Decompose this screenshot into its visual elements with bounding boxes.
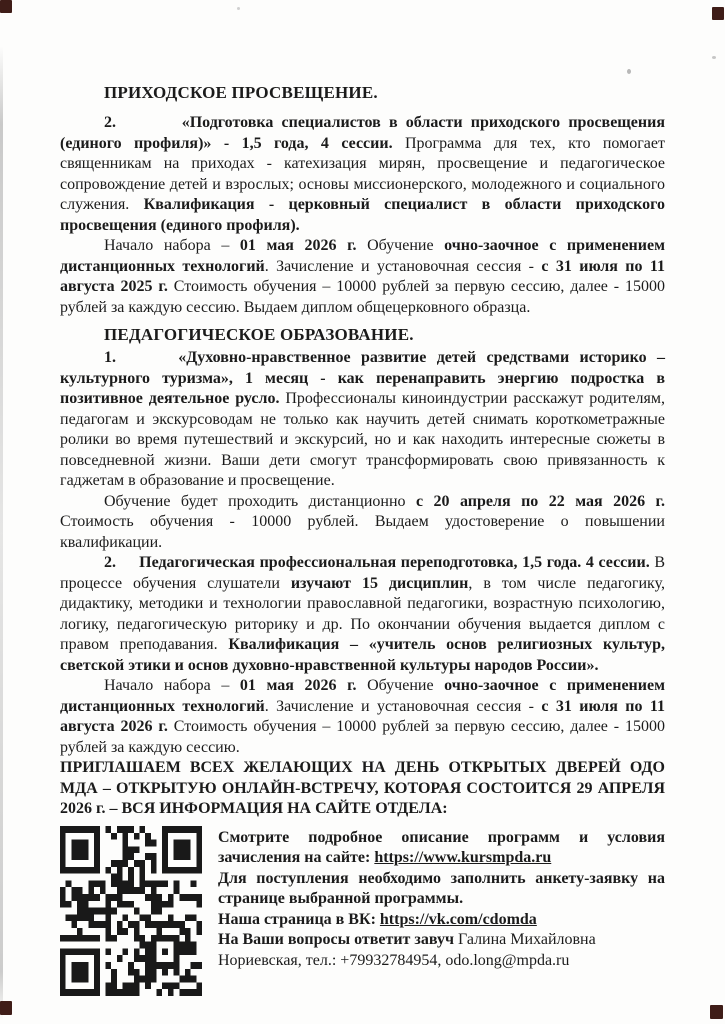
application-note	[218, 869, 665, 910]
text-run: 01 мая 2026 г.	[239, 677, 368, 694]
text-run: 1. «Духовно-нравственное развитие детей средствами историко – культурного туризма», 1 месяц - как перенаправить энергию подростка в позитивное деятельное русло.	[60, 349, 665, 407]
corner-mark-top-right	[712, 7, 724, 20]
paragraph-tourism-details	[60, 492, 665, 554]
qr-code	[60, 826, 202, 996]
paragraph-retraining-program	[60, 553, 665, 676]
text-run: Квалификация - церковный специалист в области приходского просвещения (единого профиля).	[60, 196, 665, 234]
text-run: , в том числе педагогику, дидактику, методики и технологии православной педагогики, возрастную психологию, логику, педагогическую риторику и др. По окончании обучения выдается диплом с правом преподавания.	[60, 574, 665, 653]
paragraph-parish-enrollment	[60, 236, 665, 318]
corner-mark-bottom-left	[0, 1001, 12, 1015]
site-description-note	[218, 828, 665, 869]
text-run: На Ваши вопросы ответит завуч	[218, 931, 458, 948]
corner-mark-top-left	[0, 0, 12, 13]
scan-speck	[712, 56, 716, 59]
text-run: изучают 15 дисциплин	[290, 574, 469, 592]
text-run: Обучение будет проходить дистанционно	[104, 492, 416, 510]
paragraph-tourism-course	[60, 348, 665, 492]
text-run: Начало набора –	[104, 677, 240, 694]
scan-speck	[627, 69, 631, 74]
text-run: с 31 июля по 11 августа 2025 г.	[60, 257, 665, 295]
contact-person-note	[218, 930, 665, 971]
text-run: 2. «Подготовка специалистов в области приходского просвещения (единого профиля)» - 1,5 года, 4 сессии.	[60, 114, 665, 152]
text-run: очно-заочное с применением дистанционных технологий	[60, 677, 665, 715]
text-run: Квалификация – «учитель основ религиозных культур, светской этики и основ духовно-нравственной культуры народов России».	[60, 636, 665, 674]
text-run: Для поступления необходимо заполнить анкету-заявку на странице выбранной программы.	[218, 869, 665, 907]
paragraph-parish-program	[60, 113, 665, 236]
text-run: Смотрите подробное описание программ и условия зачисления на сайте:	[218, 828, 665, 866]
text-run: Стоимость обучения – 10000 рублей за первую сессию, далее - 15000 рублей за каждую сессию. Выдаем диплом общецерковного образца.	[60, 278, 666, 316]
text-run: Стоимость обучения – 10000 рублей за первую сессию, далее - 15000 рублей за каждую сессию.	[60, 718, 666, 756]
text-run: Профессионалы киноиндустрии расскажут родителям, педагогам и экскурсоводам не только как научить детей снимать короткометражные ролики во время путешествий и экскурсий, но и как находить интересные сюжеты в повседневной жизни. Ваши дети смогут трансформировать свою привязанность к гаджетам в образование и просвещение.	[60, 390, 665, 489]
vk-link[interactable]: https://vk.com/cdomda	[379, 910, 537, 928]
text-run: Обучение	[367, 237, 445, 254]
open-day-invitation	[60, 758, 665, 820]
text-run: Начало набора –	[104, 237, 240, 254]
text-run: Обучение	[367, 677, 445, 694]
text-run: Программа для тех, кто помогает священникам на приходах - катехизация мирян, просвещение и педагогическое сопровождение детей и взрослых; основы миссионерского, молодежного и социального служения.	[60, 134, 665, 213]
text-run: с 20 апреля по 22 мая 2026 г.	[416, 492, 665, 510]
contact-text-column	[218, 826, 665, 996]
text-run: ПРИГЛАШАЕМ ВСЕХ ЖЕЛАЮЩИХ НА ДЕНЬ ОТКРЫТЫХ ДВЕРЕЙ ОДО МДА – ОТКРЫТУЮ ОНЛАЙН-ВСТРЕЧУ, КОТОРАЯ СОСТОИТСЯ 29 АПРЕЛЯ 2026 г. – ВСЯ ИНФОРМАЦИЯ НА САЙТЕ ОТДЕЛА:	[60, 759, 665, 817]
corner-mark-bottom-right	[710, 1005, 723, 1019]
scan-speck	[237, 7, 240, 10]
text-run: 01 мая 2026 г.	[239, 237, 368, 254]
text-run: Наша страница в ВК:	[218, 910, 380, 928]
section-heading-parish-education: ПРИХОДСКОЕ ПРОСВЕЩЕНИЕ.	[104, 83, 378, 102]
text-run: . Зачисление и установочная сессия -	[264, 697, 542, 715]
text-run: В процессе обучения слушатели	[60, 554, 665, 592]
contact-section	[60, 826, 665, 996]
text-run: очно-заочное с применением дистанционных технологий	[60, 237, 665, 275]
text-run: . Зачисление и установочная сессия -	[264, 257, 542, 275]
section-heading-pedagogy: ПЕДАГОГИЧЕСКОЕ ОБРАЗОВАНИЕ.	[104, 325, 414, 344]
text-run: Стоимость обучения - 10000 рублей. Выдаем удостоверение о повышении квалификации.	[60, 513, 665, 551]
text-run: 2. Педагогическая профессиональная переподготовка, 1,5 года. 4 сессии.	[104, 554, 655, 571]
text-run: с 31 июля по 11 августа 2026 г.	[60, 697, 665, 735]
text-run: Галина Михайловна Нориевская, тел.: +79932784954, odo.long@mpda.ru	[218, 931, 596, 969]
scan-edge-shadow	[0, 46, 3, 1021]
site-link[interactable]: https://www.kursmpda.ru	[374, 849, 552, 866]
vk-page-note	[218, 910, 665, 931]
paragraph-retraining-enrollment	[60, 676, 665, 758]
